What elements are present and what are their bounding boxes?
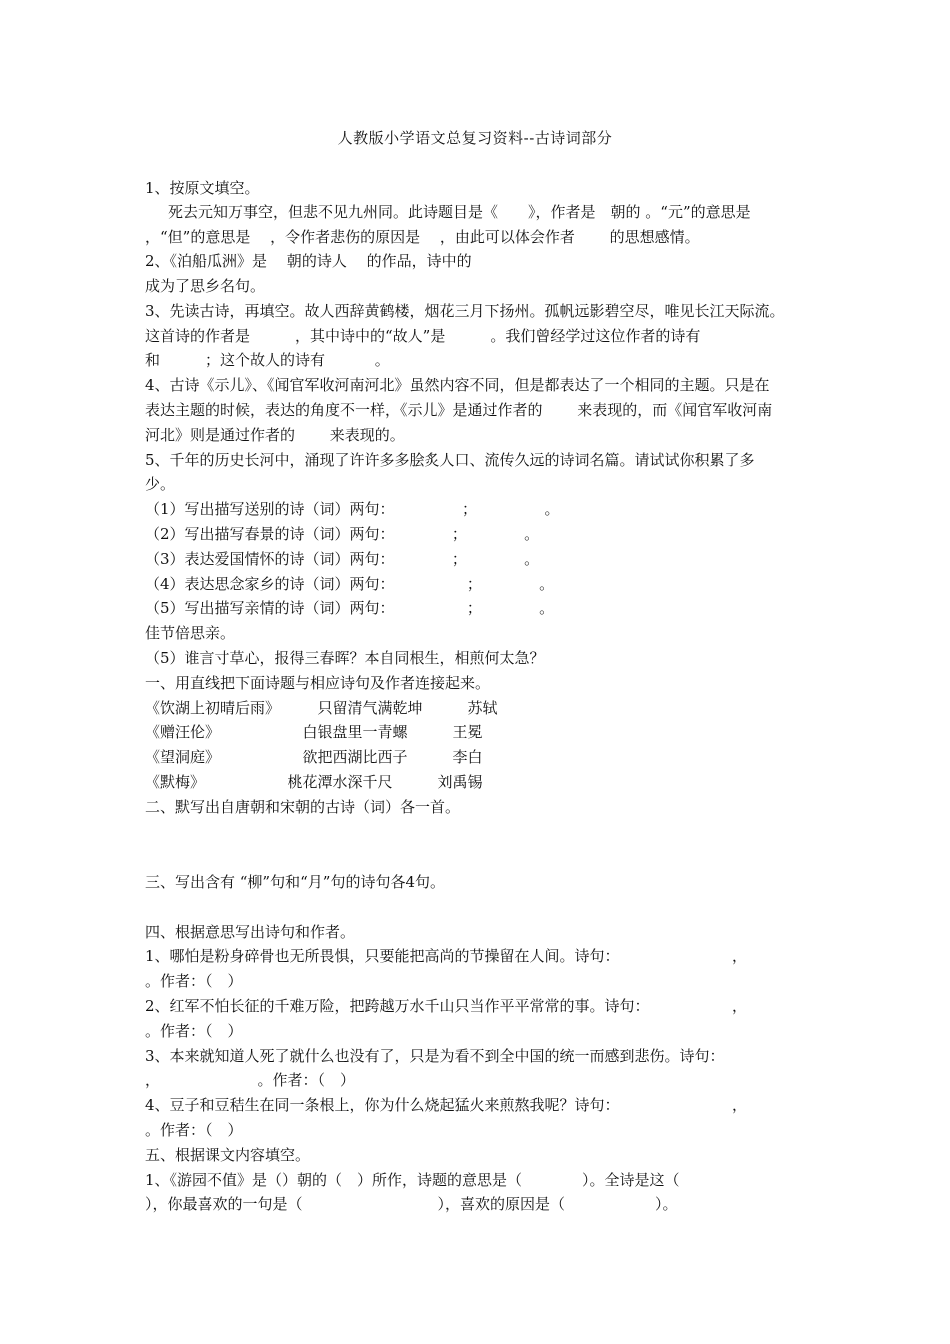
section-heading: 三、写出含有 “柳”句和“月”句的诗句各4句。 <box>145 873 445 891</box>
text-line: （3）表达爱国情怀的诗（词）两句： ； 。 <box>145 550 540 568</box>
text-line: 。作者：（ ） <box>145 972 243 990</box>
section-heading: 一、用直线把下面诗题与相应诗句及作者连接起来。 <box>145 674 491 692</box>
text-line: 河北》则是通过作者的 来表现的。 <box>145 426 405 444</box>
text-line: 表达主题的时候，表达的角度不一样，《示儿》是通过作者的 来表现的，而《闻官军收河南 <box>145 401 773 419</box>
text-line: 1、哪怕是粉身碎骨也无所畏惧，只要能把高尚的节操留在人间。诗句： ， <box>145 947 748 965</box>
text-line: （2）写出描写春景的诗（词）两句： ； 。 <box>145 525 540 543</box>
text-line: 《赠汪伦》 白银盘里一青螺 王冕 <box>145 723 483 741</box>
page-title: 人教版小学语文总复习资料--古诗词部分 <box>337 129 613 147</box>
text-line: 3、本来就知道人死了就什么也没有了，只是为看不到全中国的统一而感到悲伤。诗句： <box>145 1047 725 1065</box>
text-line: 《望洞庭》 欲把西湖比西子 李白 <box>145 748 483 766</box>
text-line: 1、按原文填空。 <box>145 179 260 197</box>
text-line: ），你最喜欢的一句是（ ），喜欢的原因是（ ）。 <box>145 1195 678 1213</box>
text-line: （5）写出描写亲情的诗（词）两句： ； 。 <box>145 599 555 617</box>
section-heading: 二、默写出自唐朝和宋朝的古诗（词）各一首。 <box>145 798 461 816</box>
text-line: 少。 <box>145 475 176 493</box>
text-line: 。作者：（ ） <box>145 1022 243 1040</box>
text-line: ，“但”的意思是 ，令作者悲伤的原因是 ，由此可以体会作者 的思想感情。 <box>145 228 700 246</box>
text-line: 《默梅》 桃花潭水深千尺 刘禹锡 <box>145 773 483 791</box>
text-line: 《饮湖上初晴后雨》 只留清气满乾坤 苏轼 <box>145 699 498 717</box>
text-line: ， 。作者：（ ） <box>145 1071 356 1089</box>
text-line: 2、红军不怕长征的千难万险，把跨越万水千山只当作平平常常的事。诗句： ， <box>145 997 748 1015</box>
text-line: 成为了思乡名句。 <box>145 277 266 295</box>
text-line: 4、古诗《示儿》、《闻官军收河南河北》虽然内容不同，但是都表达了一个相同的主题。只是在 <box>145 376 770 394</box>
section-heading: 四、根据意思写出诗句和作者。 <box>145 923 356 941</box>
text-line: （5）谁言寸草心，报得三春晖？本自同根生，相煎何太急？ <box>145 649 545 667</box>
text-line: 。作者：（ ） <box>145 1121 243 1139</box>
text-line: 1、《游园不值》是（）朝的（ ）所作，诗题的意思是（ ）。全诗是这（ <box>145 1171 680 1189</box>
text-line: 佳节倍思亲。 <box>145 624 236 642</box>
text-line: 3、先读古诗，再填空。故人西辞黄鹤楼，烟花三月下扬州。孤帆远影碧空尽，唯见长江天际流。 <box>145 302 785 320</box>
text-line: （1）写出描写送别的诗（词）两句： ； 。 <box>145 500 560 518</box>
section-heading: 五、根据课文内容填空。 <box>145 1146 311 1164</box>
text-line: 这首诗的作者是 ，其中诗中的“故人”是 。我们曾经学过这位作者的诗有 <box>145 327 701 345</box>
text-line: （4）表达思念家乡的诗（词）两句： ； 。 <box>145 575 555 593</box>
text-line: 死去元知万事空，但悲不见九州同。此诗题目是《 》，作者是 朝的 。“元”的意思是 <box>168 203 751 221</box>
text-line: 5、千年的历史长河中，涌现了许许多多脍炙人口、流传久远的诗词名篇。请试试你积累了多 <box>145 451 755 469</box>
text-line: 4、豆子和豆秸生在同一条根上，你为什么烧起猛火来煎熬我呢？诗句： ， <box>145 1096 748 1114</box>
text-line: 2、《泊船瓜洲》是 朝的诗人 的作品，诗中的 <box>145 252 472 270</box>
text-line: 和 ；这个故人的诗有 。 <box>145 351 390 369</box>
